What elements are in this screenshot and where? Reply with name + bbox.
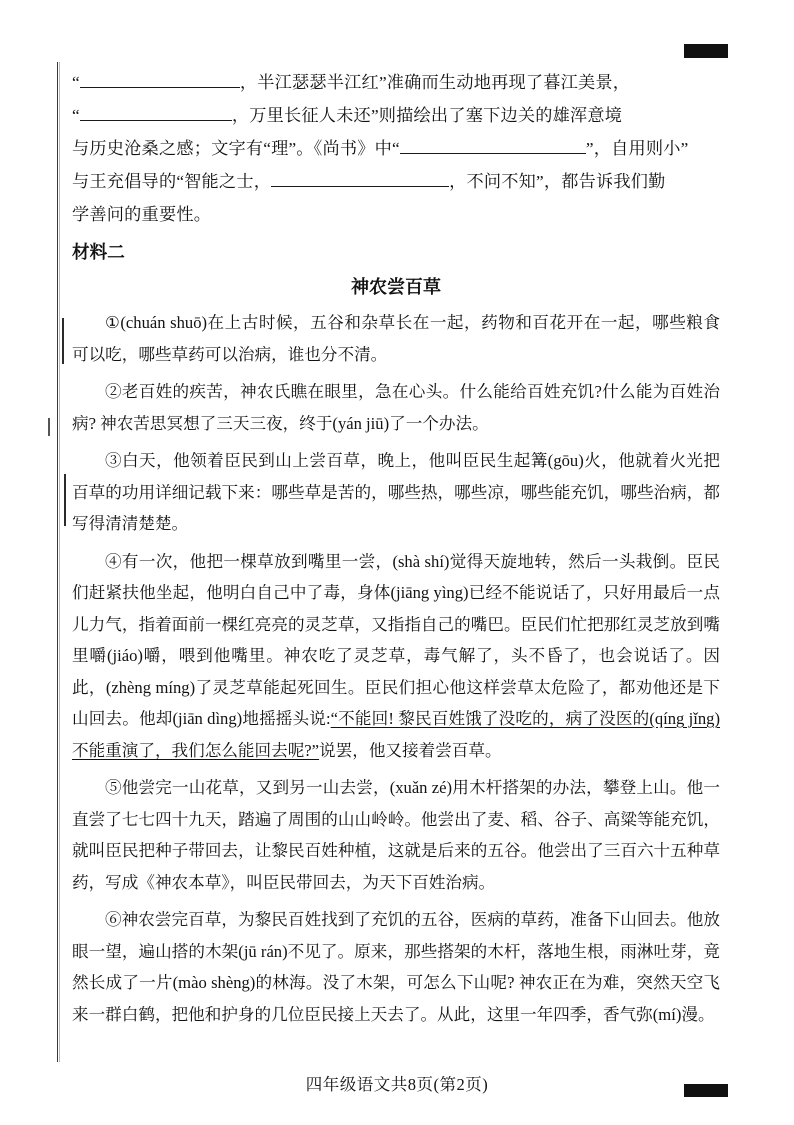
margin-tick-2 (64, 474, 66, 526)
answer-blank-3[interactable] (400, 137, 586, 154)
page-left-rule (57, 62, 58, 1062)
registration-mark-top (684, 44, 728, 58)
article-title: 神农尝百草 (351, 277, 441, 297)
article-paragraph-4 (72, 546, 720, 767)
article-paragraph-2: ②老百姓的疾苦，神农氏瞧在眼里，急在心头。什么能给百姓充饥?什么能为百姓治病? 神农苦思冥想了三天三夜，终于(yán jiū)了一个办法。 (72, 382, 720, 433)
quote-tail: 说罢，他又接着尝百草。 (319, 740, 502, 760)
quote-open-2: “ (72, 106, 80, 125)
answer-blank-1[interactable] (80, 71, 240, 88)
material-two-label: 材料二 (72, 242, 125, 262)
margin-tick-1 (62, 318, 64, 364)
document-content (72, 66, 720, 1030)
fill-blank-text-3a: 与历史沧桑之感；文字有“理”。《尚书》中“ (72, 139, 400, 158)
quote-underlined: “不能回! 黎民百姓饿了没吃的，病了没医的(qíng jǐng)不能重演了，我们怎么能回去呢?” (72, 709, 720, 760)
fill-blank-text-3b: ”，自用则小” (585, 139, 689, 158)
article-paragraph-5: ⑤他尝完一山花草，又到另一山去尝，(xuǎn zé)用木杆搭架的办法，攀登上山。他一直尝了七七四十九天，踏遍了周围的山山岭岭。他尝出了麦、稻、谷子、高粱等能充饥，就叫臣民把种子带回去，让黎民百姓种植，这就是后来的五谷。他尝出了三百六十五种草药，写成《神农本草》，叫臣民带回去，为天下百姓治病。 (72, 778, 720, 892)
fill-blank-text-1: ，半江瑟瑟半江红”准确而生动地再现了暮江美景， (239, 73, 631, 92)
fill-blank-line-5: 学善问的重要性。 (72, 205, 212, 224)
fill-blank-line-2 (72, 99, 720, 132)
fill-blank-line-4 (72, 165, 720, 198)
answer-blank-4[interactable] (271, 170, 449, 187)
article-paragraph-6: ⑥神农尝完百草，为黎民百姓找到了充饥的五谷，医病的草药，准备下山回去。他放眼一望，遍山搭的木架(jū rán)不见了。原来，那些搭架的木杆，落地生根，雨淋吐芽，竟然长成了一片(mào shèng)的林海。没了木架，可怎么下山呢? 神农正在为难，突然天空飞来一群白鹤，把他和护身的几位臣民接上天去了。从此，这里一年四季，香气弥(mí)漫。 (72, 910, 720, 1024)
fill-blank-text-4b: ，不问不知”，都告诉我们勤 (449, 172, 666, 191)
fill-blank-text-4a: 与王充倡导的“智能之士， (72, 172, 272, 191)
fill-blank-line-1 (72, 66, 720, 99)
article-paragraph-4-text: ④有一次，他把一棵草放到嘴里一尝，(shà shí)觉得天旋地转，然后一头栽倒。臣民们赶紧扶他坐起，他明白自己中了毒，身体(jiāng yìng)已经不能说话了，只好用最后一点儿力气，指着面前一棵红亮亮的灵芝草，又指指自己的嘴巴。臣民们忙把那红灵芝放到嘴里嚼(jiáo)嚼，喂到他嘴里。神农吃了灵芝草，毒气解了，头不昏了，也会说话了。因此，(zhèng míng)了灵芝草能起死回生。臣民们担心他这样尝草太危险了，都劝他还是下山回去。他却(jiān dìng)地摇摇头说: (72, 551, 720, 728)
article-paragraph-3: ③白天，他领着臣民到山上尝百草，晚上，他叫臣民生起篝(gōu)火，他就着火光把百草的功用详细记载下来：哪些草是苦的，哪些热，哪些凉，哪些能充饥，哪些治病，都写得清清楚楚。 (72, 451, 720, 533)
quote-open-1: “ (72, 73, 80, 92)
answer-blank-2[interactable] (80, 104, 232, 121)
article-paragraph-1: ①(chuán shuō)在上古时候，五谷和杂草长在一起，药物和百花开在一起，哪些粮食可以吃，哪些草药可以治病，谁也分不清。 (72, 313, 720, 364)
fill-blank-line-3 (72, 132, 720, 165)
fill-blank-text-2: ，万里长征人未还”则描绘出了塞下边关的雄浑意境 (231, 106, 623, 125)
margin-tick-3 (48, 418, 50, 436)
page-footer: 四年级语文共8页(第2页) (305, 1075, 489, 1094)
page-left-rule-secondary (59, 62, 60, 1062)
